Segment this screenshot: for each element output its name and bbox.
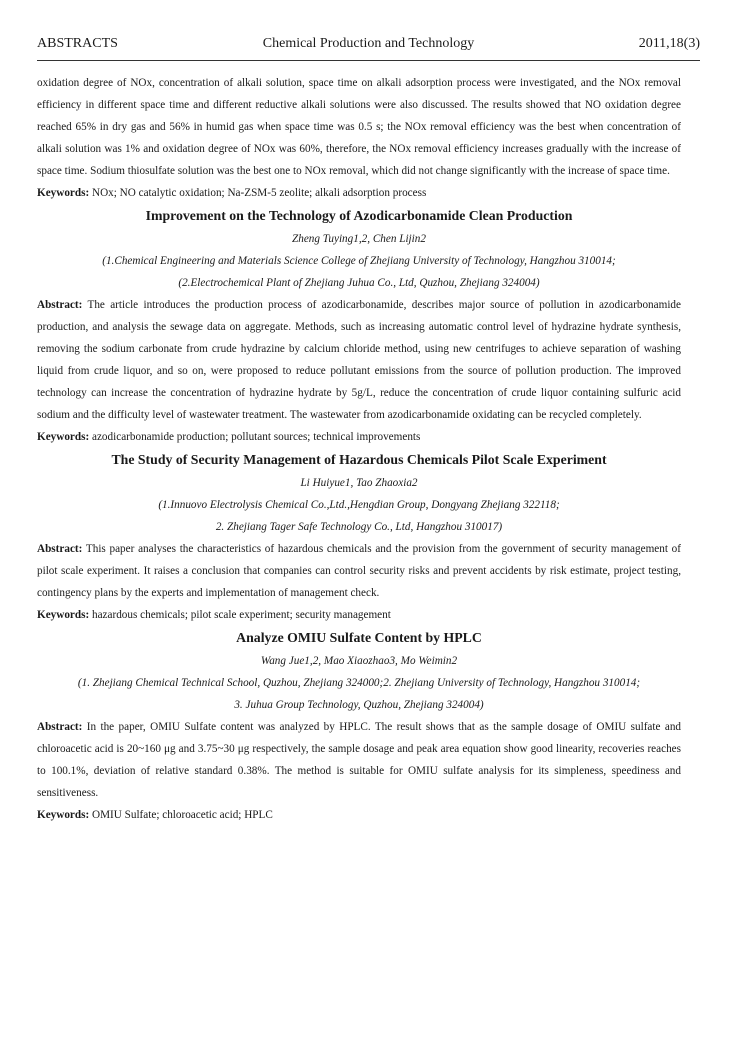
abstract-label: Abstract: <box>37 543 83 555</box>
article-keywords <box>37 426 681 448</box>
keywords-label: Keywords: <box>37 431 90 443</box>
continued-abstract: oxidation degree of NOx, concentration of alkali solution, space time on alkali adsorption process were investigated, and the NOx removal efficiency in different space time and different reductive alkali solutions were also discussed. The results showed that NO oxidation degree reached 65% in dry gas and 56% in humid gas when space time was 0.5 s; the NOx removal efficiency was the best when concentration of alkali solution was 1% and oxidation degree of NOx was 60%, therefore, the NOx removal efficiency increases gradually with the increase of space time. Sodium thiosulfate solution was the best one to NOx removal, which did not change significantly with the increase of space time. <box>37 77 681 177</box>
article-affiliation: (2.Electrochemical Plant of Zhejiang Juhua Co., Ltd, Quzhou, Zhejiang 324004) <box>178 277 540 289</box>
abstract-label: Abstract: <box>37 721 83 733</box>
abstract-text: The article introduces the production process of azodicarbonamide, describes major source of pollution in azodicarbonamide production, and analysis the sewage data on aggregate. Methods, such as increasing automatic control level of hydrazine hydrate synthesis, removing the sodium carbonate from crude hydrazine by calcium chloride method, using new centrifuges to achieve separation of washing liquid from crude liquor, and so on, were proposed to reduce pollutant emissions from the source of pollution production. The improved technology can increase the concentration of hydrazine hydrate by 5g/L, reduce the concentration of crude liquor containing sulfuric acid sodium and the difficulty level of wastewater treatment. The wastewater from azodicarbonamide oxidating can be recycled completely. <box>37 299 681 421</box>
article-affiliation: (1. Zhejiang Chemical Technical School, Quzhou, Zhejiang 324000;2. Zhejiang University of Technology, Hangzhou 310014; <box>77 677 641 689</box>
header-issue: 2011,18(3) <box>638 36 700 51</box>
keywords-text: NOx; NO catalytic oxidation; Na-ZSM-5 zeolite; alkali adsorption process <box>92 187 427 199</box>
keywords-label: Keywords: <box>37 187 90 199</box>
article-abstract <box>37 294 681 426</box>
running-header <box>37 36 700 56</box>
article-keywords <box>37 604 681 626</box>
keywords-label: Keywords: <box>37 809 90 821</box>
article-2 <box>37 448 681 626</box>
article-authors: Zheng Tuying1,2, Chen Lijin2 <box>292 233 426 245</box>
abstract-text: This paper analyses the characteristics of hazardous chemicals and the provision from the government of security management of pilot scale experiment. It raises a conclusion that companies can control security risks and prevent accidents by risk estimate, project testing, contingency plans by the experts and implementation of management check. <box>37 543 681 599</box>
article-keywords <box>37 804 681 826</box>
article-title: The Study of Security Management of Hazardous Chemicals Pilot Scale Experiment <box>111 452 607 467</box>
article-abstract <box>37 538 681 604</box>
article-affiliation: (1.Innuovo Electrolysis Chemical Co.,Ltd.,Hengdian Group, Dongyang Zhejiang 322118; <box>158 499 560 511</box>
article-authors: Li Huiyue1, Tao Zhaoxia2 <box>300 477 418 489</box>
keywords-text: azodicarbonamide production; pollutant sources; technical improvements <box>92 431 421 443</box>
article-affiliation: 3. Juhua Group Technology, Quzhou, Zhejiang 324004) <box>234 699 484 711</box>
article-affiliation: (1.Chemical Engineering and Materials Science College of Zhejiang University of Technology, Hangzhou 310014; <box>102 255 616 267</box>
article-title: Improvement on the Technology of Azodicarbonamide Clean Production <box>145 208 573 223</box>
abstract-text: In the paper, OMIU Sulfate content was analyzed by HPLC. The result shows that as the sample dosage of OMIU sulfate and chloroacetic acid is 20~160 μg and 3.75~30 μg respectively, the sample dosage and peak area equation show good linearity, recoveries reaches to 100.1%, deviation of relative standard 0.38%. The method is suitable for OMIU sulfate analysis for its simpleness, speediness and sensitiveness. <box>37 721 682 799</box>
abstract-label: Abstract: <box>37 299 83 311</box>
keywords-label: Keywords: <box>37 609 90 621</box>
article-abstract <box>37 716 681 804</box>
article-title: Analyze OMIU Sulfate Content by HPLC <box>236 630 482 645</box>
article-3 <box>37 626 681 826</box>
keywords-text: hazardous chemicals; pilot scale experiment; security management <box>92 609 391 621</box>
article-authors: Wang Jue1,2, Mao Xiaozhao3, Mo Weimin2 <box>260 655 458 667</box>
header-journal-title: Chemical Production and Technology <box>262 36 475 51</box>
continued-keywords <box>37 182 681 204</box>
article-affiliation: 2. Zhejiang Tager Safe Technology Co., Ltd, Hangzhou 310017) <box>215 521 503 533</box>
abstracts-content <box>37 72 681 826</box>
keywords-text: OMIU Sulfate; chloroacetic acid; HPLC <box>92 809 273 821</box>
header-section: ABSTRACTS <box>37 36 118 51</box>
article-1 <box>37 204 681 448</box>
header-rule <box>37 60 700 61</box>
